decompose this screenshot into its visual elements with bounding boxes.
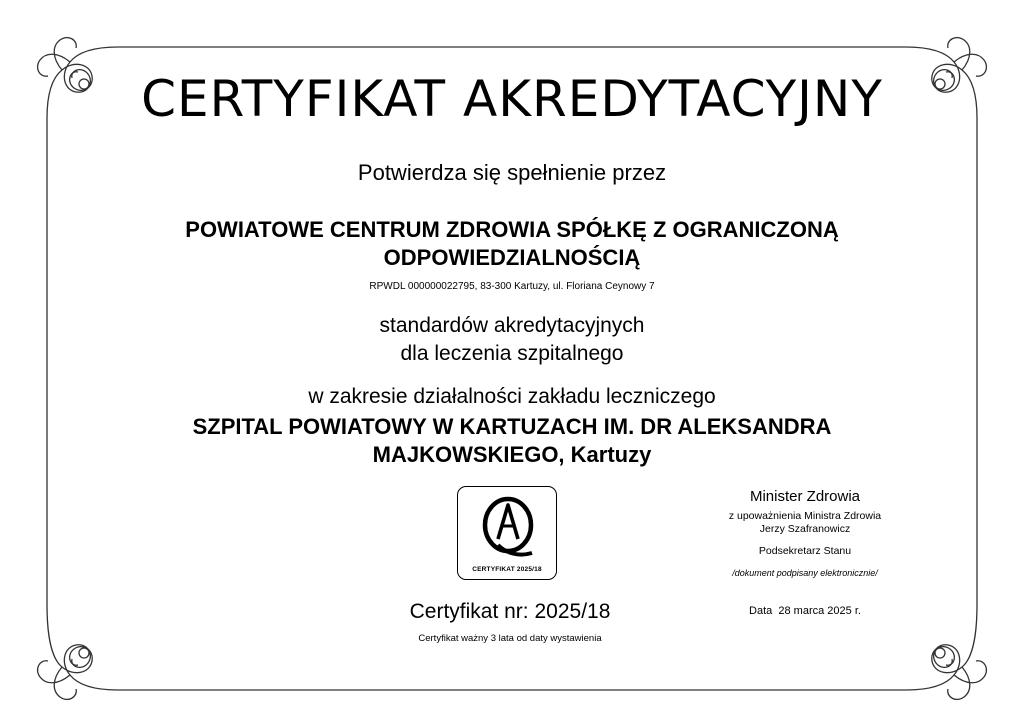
- certificate-number: Certyfikat nr: 2025/18: [409, 600, 611, 623]
- organization-details: RPWDL 000000022795, 83-300 Kartuzy, ul. Floriana Ceynowy 7: [369, 281, 655, 292]
- certificate-title: CERTYFIKAT AKREDYTACYJNY: [141, 70, 883, 128]
- electronic-signature-note: /dokument podpisany elektronicznie/: [732, 568, 878, 578]
- signatory-role: Podsekretarz Stanu: [758, 545, 852, 557]
- standards-line-1: standardów akredytacyjnych: [379, 314, 645, 337]
- standards-line-2: dla leczenia szpitalnego: [400, 342, 624, 365]
- organization-name: [0, 216, 1024, 272]
- organization-name-line-2: ODPOWIEDZIALNOŚCIĄ: [383, 245, 641, 270]
- signatory-authorization: [680, 510, 930, 536]
- standards-text: [0, 312, 1024, 368]
- facility-name-line-1: SZPITAL POWIATOWY W KARTUZACH IM. DR ALEKSANDRA: [192, 414, 832, 439]
- facility-name-line-2: MAJKOWSKIEGO, Kartuzy: [372, 442, 652, 467]
- facility-name: [0, 413, 1024, 469]
- logo-caption: CERTYFIKAT 2025/18: [472, 566, 542, 573]
- signatory-title: Minister Zdrowia: [749, 488, 861, 505]
- authorization-line-1: z upoważnienia Ministra Zdrowia: [728, 510, 882, 522]
- signatory-name: Jerzy Szafranowicz: [759, 523, 851, 535]
- certificate-validity: Certyfikat ważny 3 lata od daty wystawienia: [418, 633, 602, 644]
- organization-name-line-1: POWIATOWE CENTRUM ZDROWIA SPÓŁKĘ Z OGRANICZONĄ: [185, 217, 839, 242]
- scope-text: w zakresie działalności zakładu leczniczego: [308, 385, 716, 408]
- signature-block: [680, 488, 930, 578]
- issue-date: Data 28 marca 2025 r.: [749, 605, 861, 617]
- confirmation-text: Potwierdza się spełnienie przez: [357, 160, 667, 185]
- corner-flourish-bottom-right-icon: [906, 605, 986, 699]
- accreditation-logo: [457, 486, 557, 580]
- corner-flourish-bottom-left-icon: [38, 605, 118, 699]
